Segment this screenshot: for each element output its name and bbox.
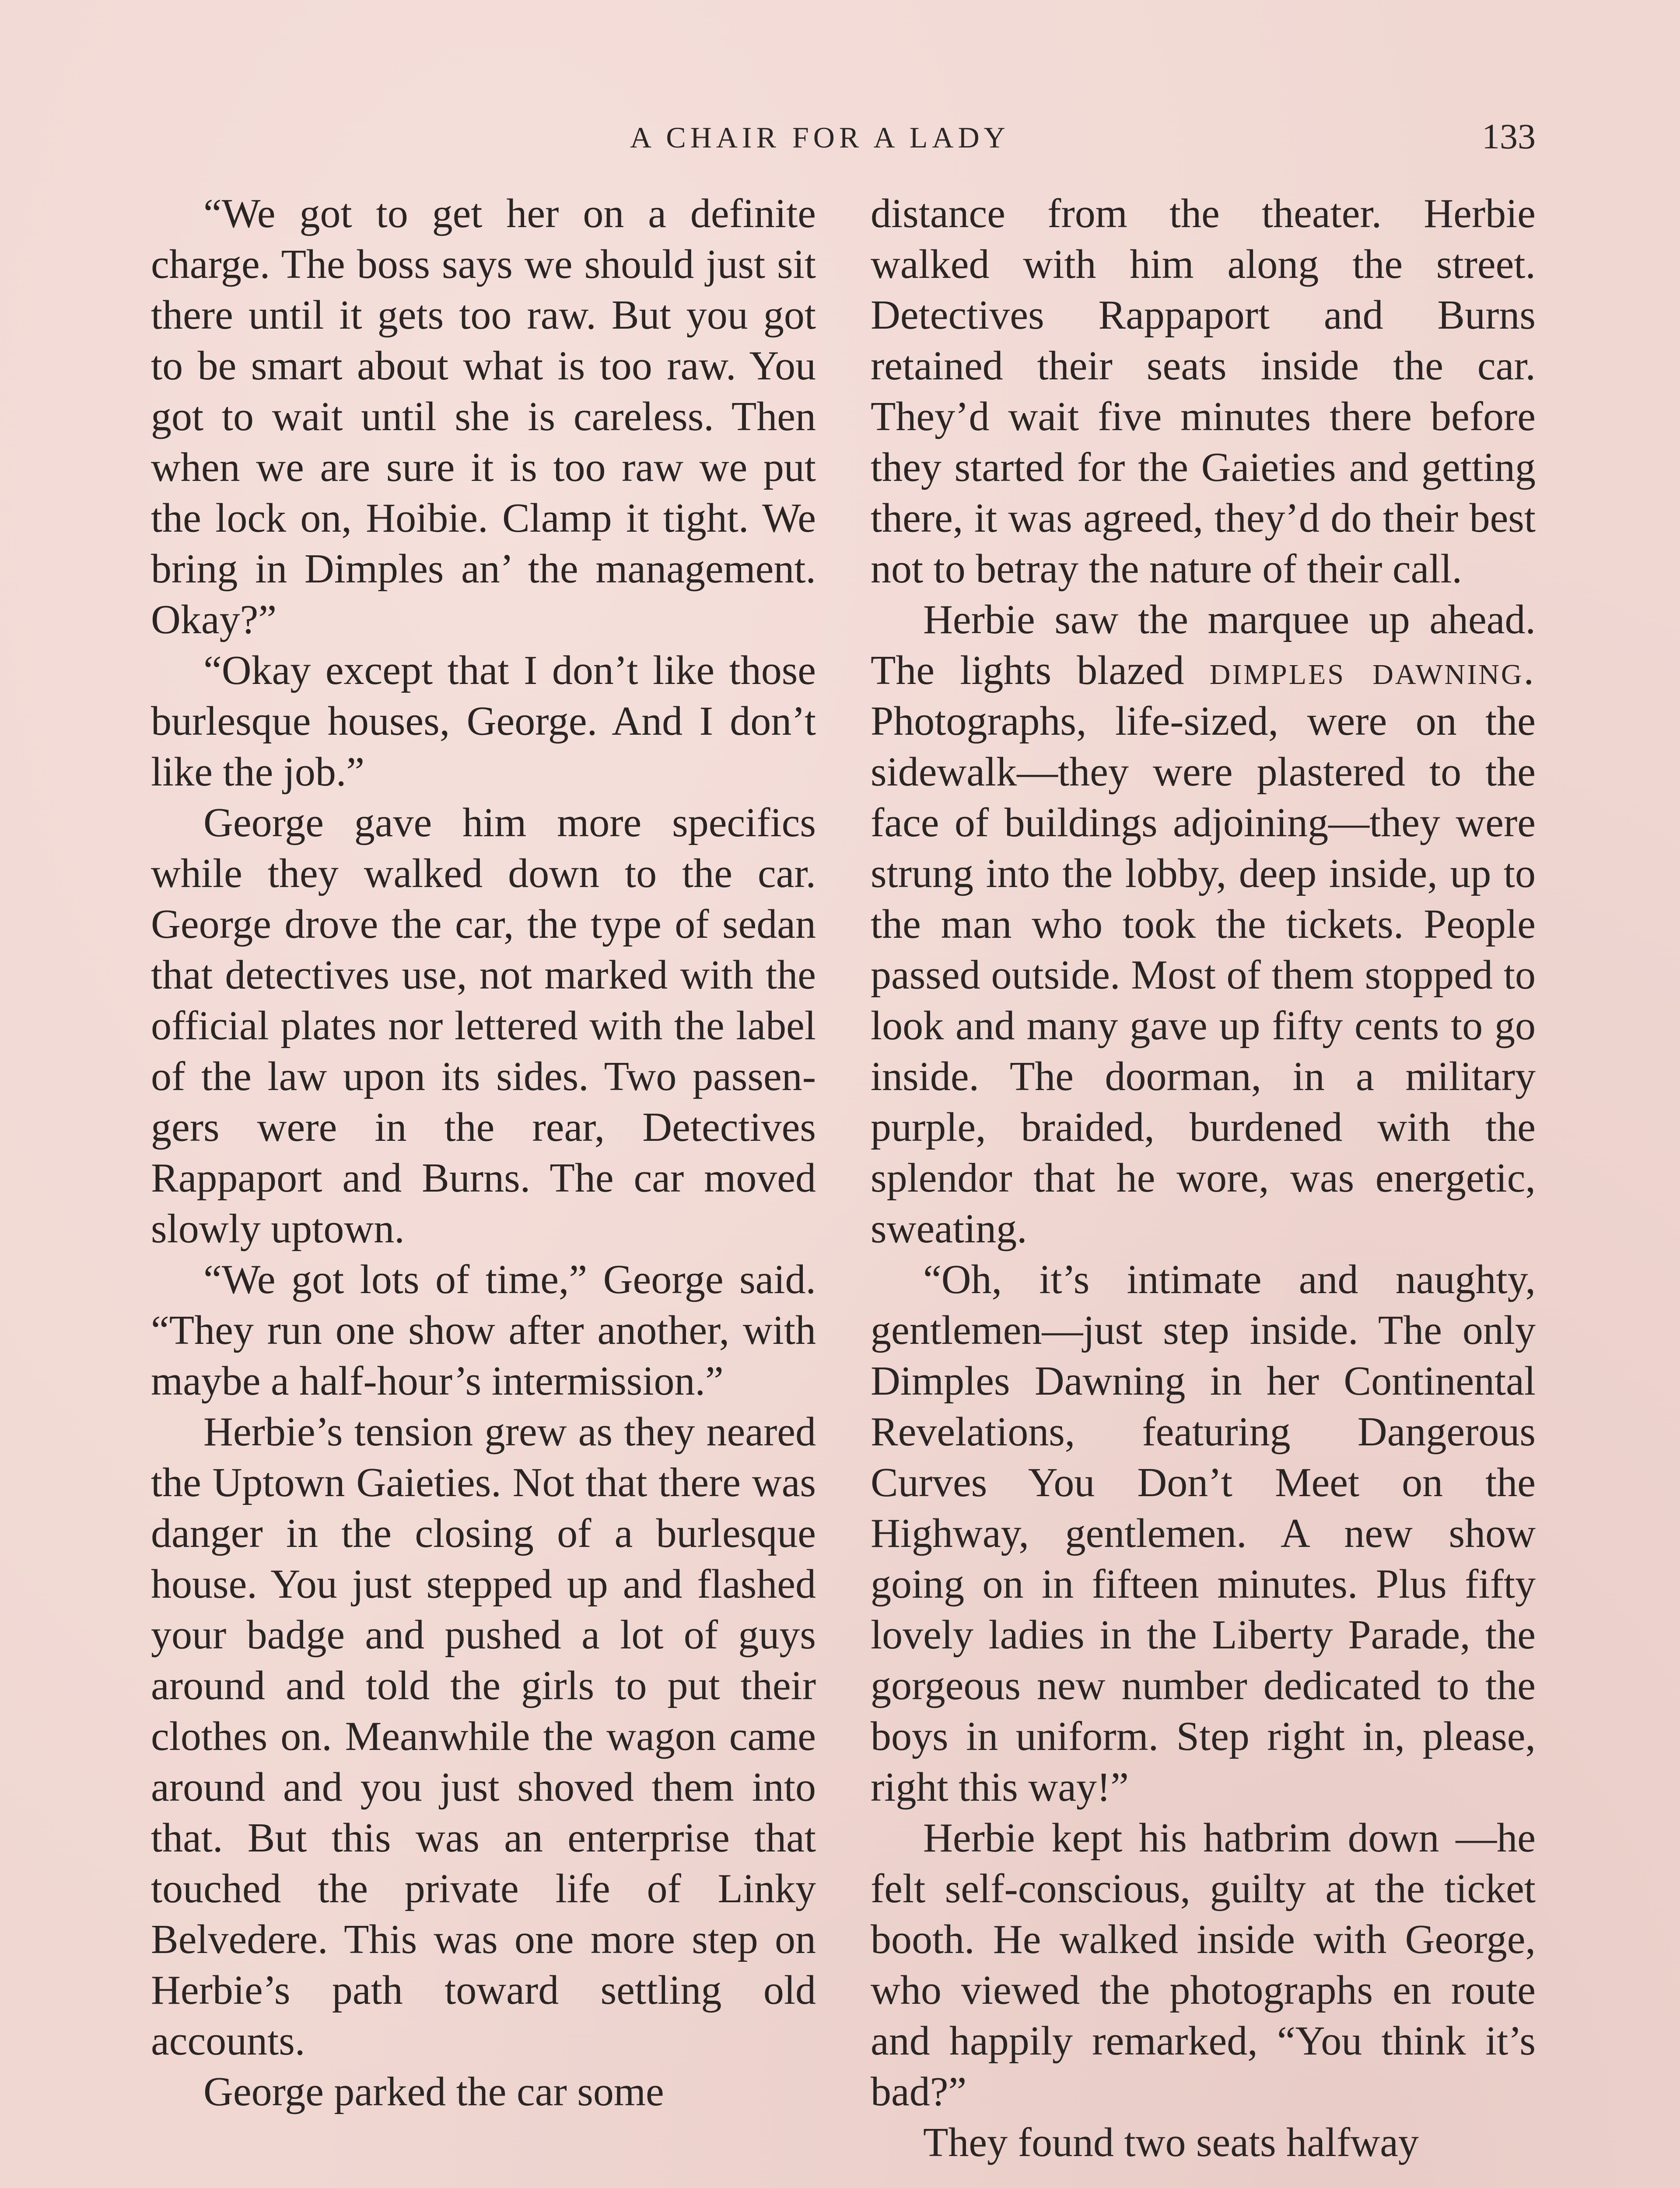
- paragraph: They found two seats halfway: [923, 2120, 1419, 2165]
- right-text-column: [871, 188, 1536, 2168]
- paragraph: Herbie kept his hatbrim down —he felt self-conscious, guilty at the ticket booth. He walked inside with George, who viewed the photographs en route and happily remarked, “You think it’s bad?”: [871, 1815, 1536, 2114]
- paragraph: George gave him more specifics while they walked down to the car. George drove the car, the type of sedan that detectives use, not marked with the official plates nor lettered with the label of the law upon its sides. Two passengers were in the rear, Detectives Rappaport and Burns. The car moved slowly uptown.: [151, 800, 816, 1252]
- paragraph-text: Herbie saw the marquee up ahead. The lights blazed: [871, 597, 1536, 693]
- paragraph: George parked the car some: [203, 2069, 664, 2114]
- left-text-column: [151, 188, 816, 2117]
- paragraph: “We got lots of time,” George said. “They run one show after another, with maybe a half-hour’s intermission.”: [151, 1257, 816, 1404]
- paragraph: “Oh, it’s intimate and naughty, gentlemen—just step inside. The only Dimples Dawning in her Continental Revelations, featuring Dangerous Curves You Don’t Meet on the Highway, gentlemen. A new show going on in fifteen minutes. Plus fifty lovely ladies in the Liberty Parade, the gorgeous new number dedicated to the boys in uniform. Step right in, please, right this way!”: [871, 1257, 1536, 1810]
- paragraph-text: Photographs, life-sized, were on the sidewalk—they were plastered to the face of buildings adjoining—they were strung into the lobby, deep inside, up to the man who took the tickets. People passed outside. Most of them stopped to look and many gave up fifty cents to go inside. The doorman, in a military purple, braided, burdened with the splendor that he wore, was energetic, sweating.: [871, 698, 1536, 1252]
- marquee-name: dimples dawning.: [1209, 648, 1536, 693]
- paragraph: Herbie’s tension grew as they neared the Uptown Gaieties. Not that there was danger in the closing of a burlesque house. You just stepped up and flashed your badge and pushed a lot of guys around and told the girls to put their clothes on. Meanwhile the wagon came around and you just shoved them into that. But this was an enterprise that touched the private life of Linky Belvedere. This was one more step on Herbie’s path toward settling old accounts.: [151, 1409, 816, 2064]
- paragraph: “We got to get her on a definite charge. The boss says we should just sit there until it gets too raw. But you got to be smart about what is too raw. You got to wait until she is careless. Then when we are sure it is too raw we put the lock on, Hoibie. Clamp it tight. We bring in Dimples an’ the management. Okay?”: [151, 191, 816, 642]
- page-number: 133: [1482, 116, 1536, 156]
- paragraph: “Okay except that I don’t like those burlesque houses, George. And I don’t like the job.”: [151, 648, 816, 795]
- paragraph: [871, 594, 1536, 1254]
- paragraph: distance from the theater. Herbie walked with him along the street. Detectives Rappaport and Burns retained their seats inside the car. They’d wait five minutes there before they started for the Gaieties and getting there, it was agreed, they’d do their best not to betray the nature of their call.: [871, 191, 1536, 592]
- running-title: A CHAIR FOR A LADY: [630, 121, 1010, 154]
